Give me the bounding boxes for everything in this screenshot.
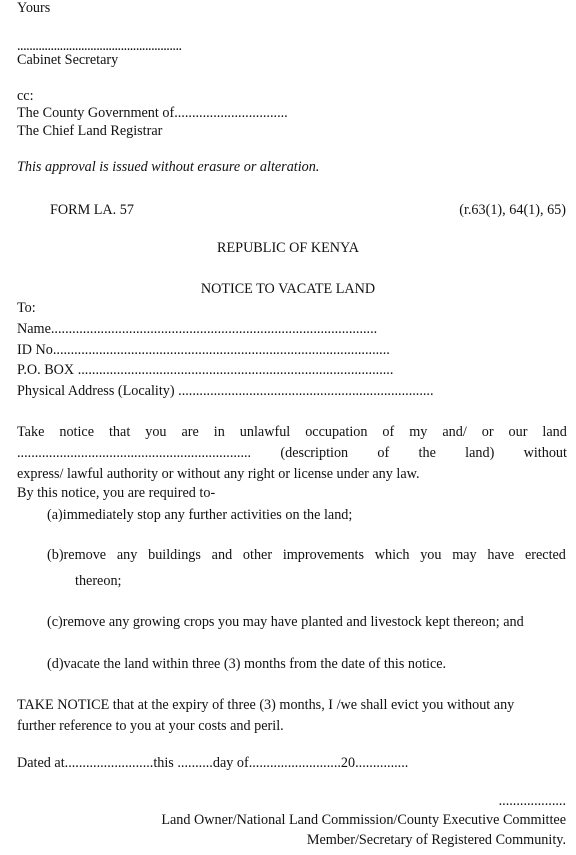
word: have	[487, 547, 515, 563]
notice-paragraph-line-2	[17, 445, 567, 462]
po-box-field: P.O. BOX .........................................................................................	[17, 362, 394, 378]
word: and/	[442, 424, 467, 440]
id-number-field: ID No...............................................................................................	[17, 342, 390, 358]
dated-line: Dated at.........................this ..........day of..........................20...............	[17, 755, 409, 771]
word: of	[377, 445, 390, 461]
item-b	[47, 547, 566, 564]
signoff-line-1: Land Owner/National Land Commission/County Executive Committee	[161, 812, 566, 828]
republic-heading: REPUBLIC OF KENYA	[217, 240, 359, 256]
word: may	[452, 547, 477, 563]
word: you	[420, 547, 442, 563]
form-number: FORM LA. 57	[50, 202, 134, 218]
name-field: Name............................................................................................	[17, 321, 378, 337]
word: you	[145, 424, 167, 440]
word: the	[418, 445, 436, 461]
word: notice	[59, 424, 95, 440]
word: land)	[465, 445, 495, 461]
cc-registrar: The Chief Land Registrar	[17, 123, 163, 139]
land-description-blank: ..................................................................	[17, 445, 252, 461]
notice-title: NOTICE TO VACATE LAND	[200, 281, 376, 297]
word: other	[242, 547, 273, 563]
take-notice-line-2: further reference to you at your costs and peril.	[17, 718, 284, 734]
closing-yours: Yours	[17, 0, 51, 16]
notice-paragraph-line-3: express/ lawful authority or without any right or license under any law.	[17, 466, 420, 482]
item-a: (a)immediately stop any further activities on the land;	[47, 507, 353, 523]
notice-paragraph-line-1	[17, 424, 567, 441]
signoff-line-2: Member/Secretary of Registered Community.	[306, 832, 566, 848]
word: any	[116, 547, 138, 563]
to-label: To:	[17, 300, 36, 316]
word: (description	[280, 445, 349, 461]
approval-note: This approval is issued without erasure or alteration.	[17, 159, 320, 175]
word: erected	[524, 547, 566, 563]
item-b-continuation: thereon;	[75, 573, 122, 589]
required-intro: By this notice, you are required to-	[17, 485, 216, 501]
rule-reference: (r.63(1), 64(1), 65)	[459, 202, 566, 218]
word: that	[108, 424, 131, 440]
word: (b)remove	[47, 547, 107, 563]
signatory: Cabinet Secretary	[17, 52, 119, 68]
word: which	[374, 547, 410, 563]
word: in	[213, 424, 225, 440]
word: without	[523, 445, 567, 461]
signoff-dots: ...................	[498, 793, 566, 809]
word: land	[542, 424, 567, 440]
word: or	[481, 424, 494, 440]
cc-label: cc:	[17, 88, 34, 104]
cc-county: The County Government of................................	[17, 105, 288, 121]
take-notice-line-1: TAKE NOTICE that at the expiry of three (3) months, I /we shall evict you without any	[17, 697, 515, 713]
word: my	[409, 424, 428, 440]
word: unlawful	[239, 424, 291, 440]
signature-line: ......................................................	[17, 38, 182, 54]
word: improvements	[282, 547, 364, 563]
word: are	[181, 424, 199, 440]
word: and	[211, 547, 233, 563]
item-c: (c)remove any growing crops you may have planted and livestock kept thereon; and	[47, 614, 524, 630]
word: of	[382, 424, 395, 440]
physical-address-field: Physical Address (Locality) ........................................................................	[17, 383, 434, 399]
word: our	[508, 424, 528, 440]
word: Take	[17, 424, 45, 440]
word: occupation	[305, 424, 368, 440]
item-d: (d)vacate the land within three (3) months from the date of this notice.	[47, 656, 447, 672]
word: buildings	[148, 547, 201, 563]
